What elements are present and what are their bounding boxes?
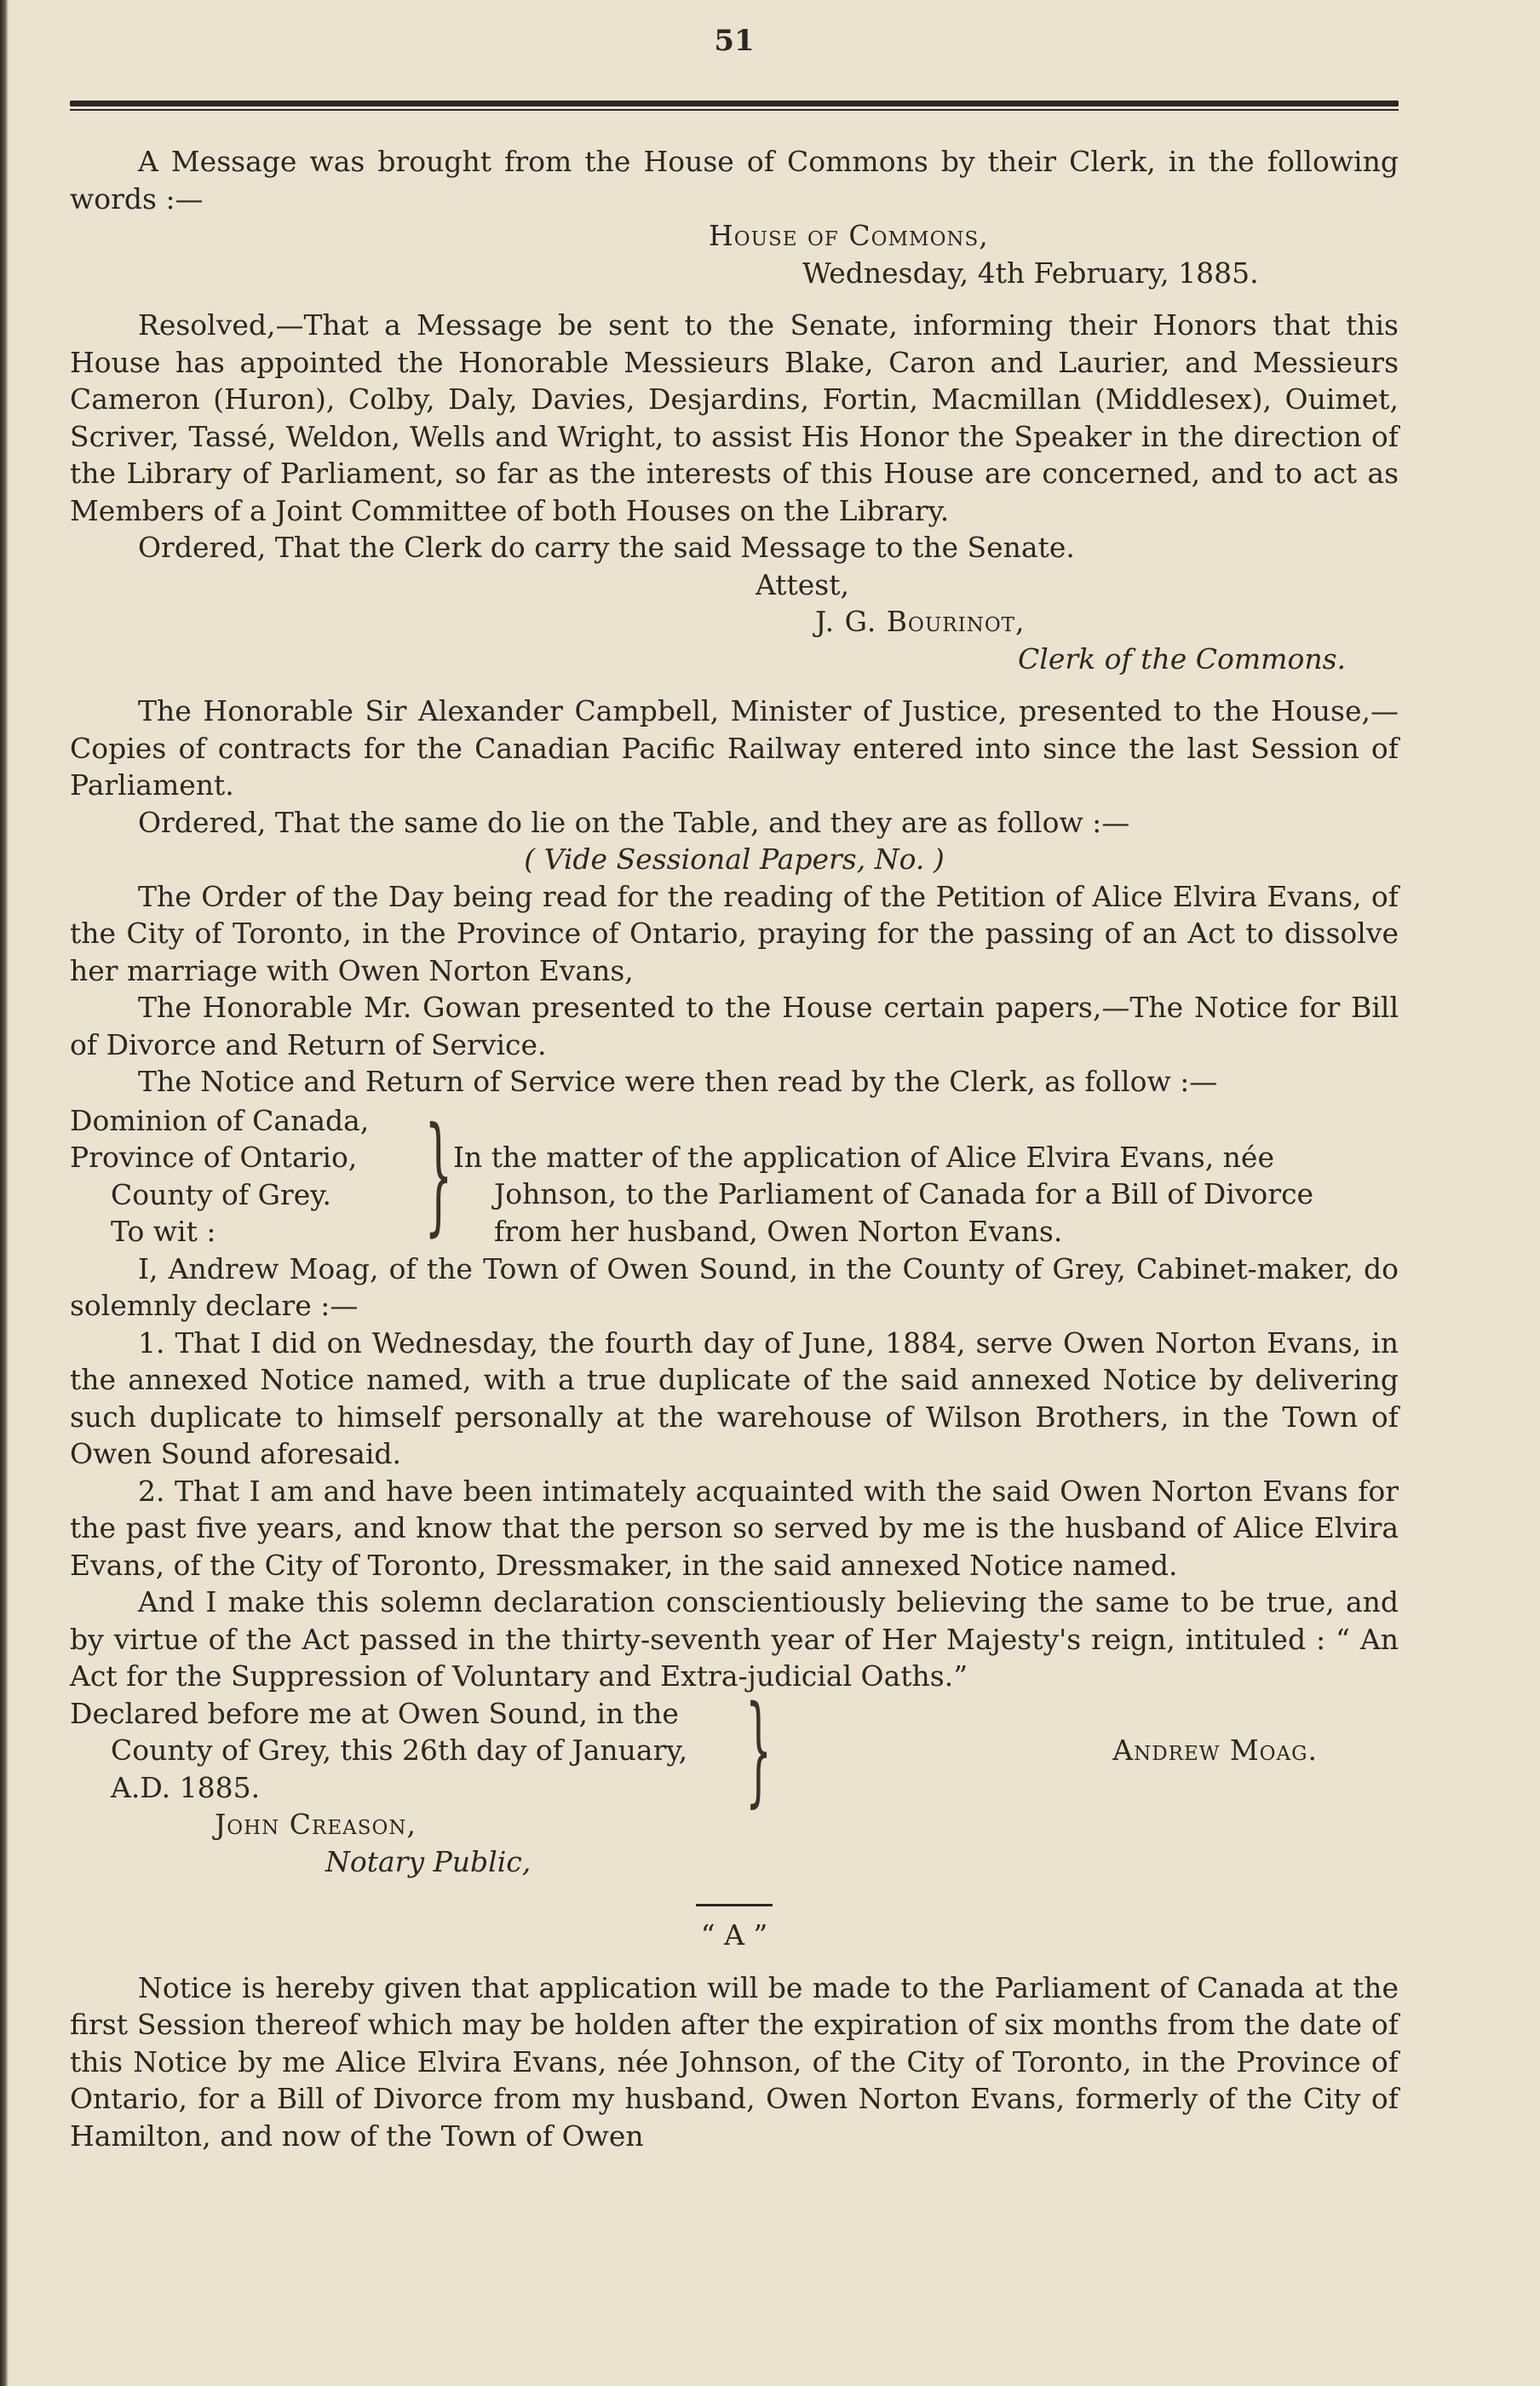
declared-line: A.D. 1885. bbox=[111, 1770, 261, 1804]
jurisdiction-line: Dominion of Canada, bbox=[70, 1103, 370, 1137]
jurisdiction-line: To wit : bbox=[111, 1215, 216, 1248]
solemn-declaration: And I make this solemn declaration conscientiously believing the same to be true, and by virtue of the Act passed in the thirty-seventh year of Her Majesty's reign, intituled : “ An Act for the Suppression of Voluntary and Extra-judicial Oaths.” bbox=[70, 1585, 1399, 1693]
matter-block bbox=[70, 1102, 1399, 1250]
ordered-paragraph: Ordered, That the Clerk do carry the said Message to the Senate. bbox=[138, 531, 1075, 564]
matter-line: from her husband, Owen Norton Evans. bbox=[494, 1214, 1063, 1248]
curly-brace: } bbox=[745, 1680, 773, 1820]
matter-line: Johnson, to the Parliament of Canada for a Bill of Divorce bbox=[494, 1177, 1314, 1210]
header-rule bbox=[70, 101, 1399, 106]
notice-read-paragraph: The Notice and Return of Service were then read by the Clerk, as follow :— bbox=[138, 1065, 1218, 1098]
ordered-table-paragraph: Ordered, That the same do lie on the Table, and they are as follow :— bbox=[138, 805, 1130, 839]
page-number: 51 bbox=[714, 24, 755, 58]
matter-line: In the matter of the application of Alice Elvira Evans, née bbox=[453, 1140, 1274, 1174]
resolved-paragraph: Resolved,—That a Message be sent to the Senate, informing their Honors that this House has appointed the Honorable Messieurs Blake, Caron and Laurier, and Messieurs Cameron (Huron), Colby, Daly, Davies, Desjardins, Fortin, Macmillan (Middlesex), Ouimet, Scriver, Tassé, Weldon, Wells and Wright, to assist His Honor the Speaker in the direction of the Library of Parliament, so far as the interests of this House are concerned, and to act as Members of a Joint Committee of both Houses on the Library. bbox=[70, 308, 1399, 527]
matter-description bbox=[453, 1102, 1399, 1250]
attest-name: J. G. Bourinot, bbox=[815, 605, 1026, 638]
jurisdiction-line: County of Grey. bbox=[111, 1177, 332, 1211]
schedule-label: “ A ” bbox=[700, 1918, 768, 1952]
declared-line: Declared before me at Owen Sound, in the bbox=[70, 1696, 679, 1730]
attest-label: Attest, bbox=[756, 567, 849, 601]
notary-title: Notary Public, bbox=[325, 1844, 532, 1878]
section-divider bbox=[696, 1904, 773, 1906]
curly-brace: } bbox=[424, 1100, 453, 1249]
declared-before-text bbox=[70, 1695, 734, 1807]
moag-declaration: I, Andrew Moag, of the Town of Owen Sound, in the County of Grey, Cabinet-maker, do solemnly declare :— bbox=[70, 1251, 1399, 1322]
gowan-paragraph: The Honorable Mr. Gowan presented to the House certain papers,—The Notice for Bill of Divorce and Return of Service. bbox=[70, 991, 1399, 1061]
campbell-paragraph: The Honorable Sir Alexander Campbell, Minister of Justice, presented to the House,—Copies of contracts for the Canadian Pacific Railway entered into since the last Session of Parliament. bbox=[70, 694, 1399, 802]
page-body bbox=[70, 143, 1399, 2154]
heading-date: Wednesday, 4th February, 1885. bbox=[802, 256, 1259, 290]
declarant-signature-area bbox=[768, 1695, 1399, 1807]
matter-jurisdiction bbox=[70, 1102, 411, 1250]
declaration-point-2: 2. That I am and have been intimately acquainted with the said Owen Norton Evans for the past five years, and know that the person so served by me is the husband of Alice Elvira Evans, of the City of Toronto, Dressmaker, in the said annexed Notice named. bbox=[70, 1474, 1399, 1582]
attest-title: Clerk of the Commons. bbox=[1018, 641, 1346, 676]
declared-line: County of Grey, this 26th day of January, bbox=[111, 1733, 688, 1767]
message-intro: A Message was brought from the House of Commons by their Clerk, in the following words :— bbox=[70, 145, 1399, 216]
declaration-point-1: 1. That I did on Wednesday, the fourth day of June, 1884, serve Owen Norton Evans, in the annexed Notice named, with a true duplicate of the said annexed Notice by delivering such duplicate to himself personally at the warehouse of Wilson Brothers, in the Town of Owen Sound aforesaid. bbox=[70, 1325, 1399, 1470]
vide-reference: ( Vide Sessional Papers, No. ) bbox=[524, 842, 945, 876]
notary-name: John Creason, bbox=[215, 1808, 417, 1841]
order-of-day-paragraph: The Order of the Day being read for the reading of the Petition of Alice Elvira Evans, of the City of Toronto, in the Province of Ontario, praying for the passing of an Act to dissolve her marriage with Owen Norton Evans, bbox=[70, 879, 1399, 987]
page-spine-shadow bbox=[0, 0, 9, 2386]
declarant-name: Andrew Moag. bbox=[1112, 1733, 1318, 1767]
declared-before-block bbox=[70, 1680, 1399, 1820]
notice-paragraph: Notice is hereby given that application will be made to the Parliament of Canada at the first Session thereof which may be holden after the expiration of six months from the date of this Notice by me Alice Elvira Evans, née Johnson, of the City of Toronto, in the Province of Ontario, for a Bill of Divorce from my husband, Owen Norton Evans, formerly of the City of Hamilton, and now of the Town of Owen bbox=[70, 1970, 1399, 2153]
heading-place: House of Commons, bbox=[709, 219, 989, 252]
jurisdiction-line: Province of Ontario, bbox=[70, 1141, 358, 1174]
